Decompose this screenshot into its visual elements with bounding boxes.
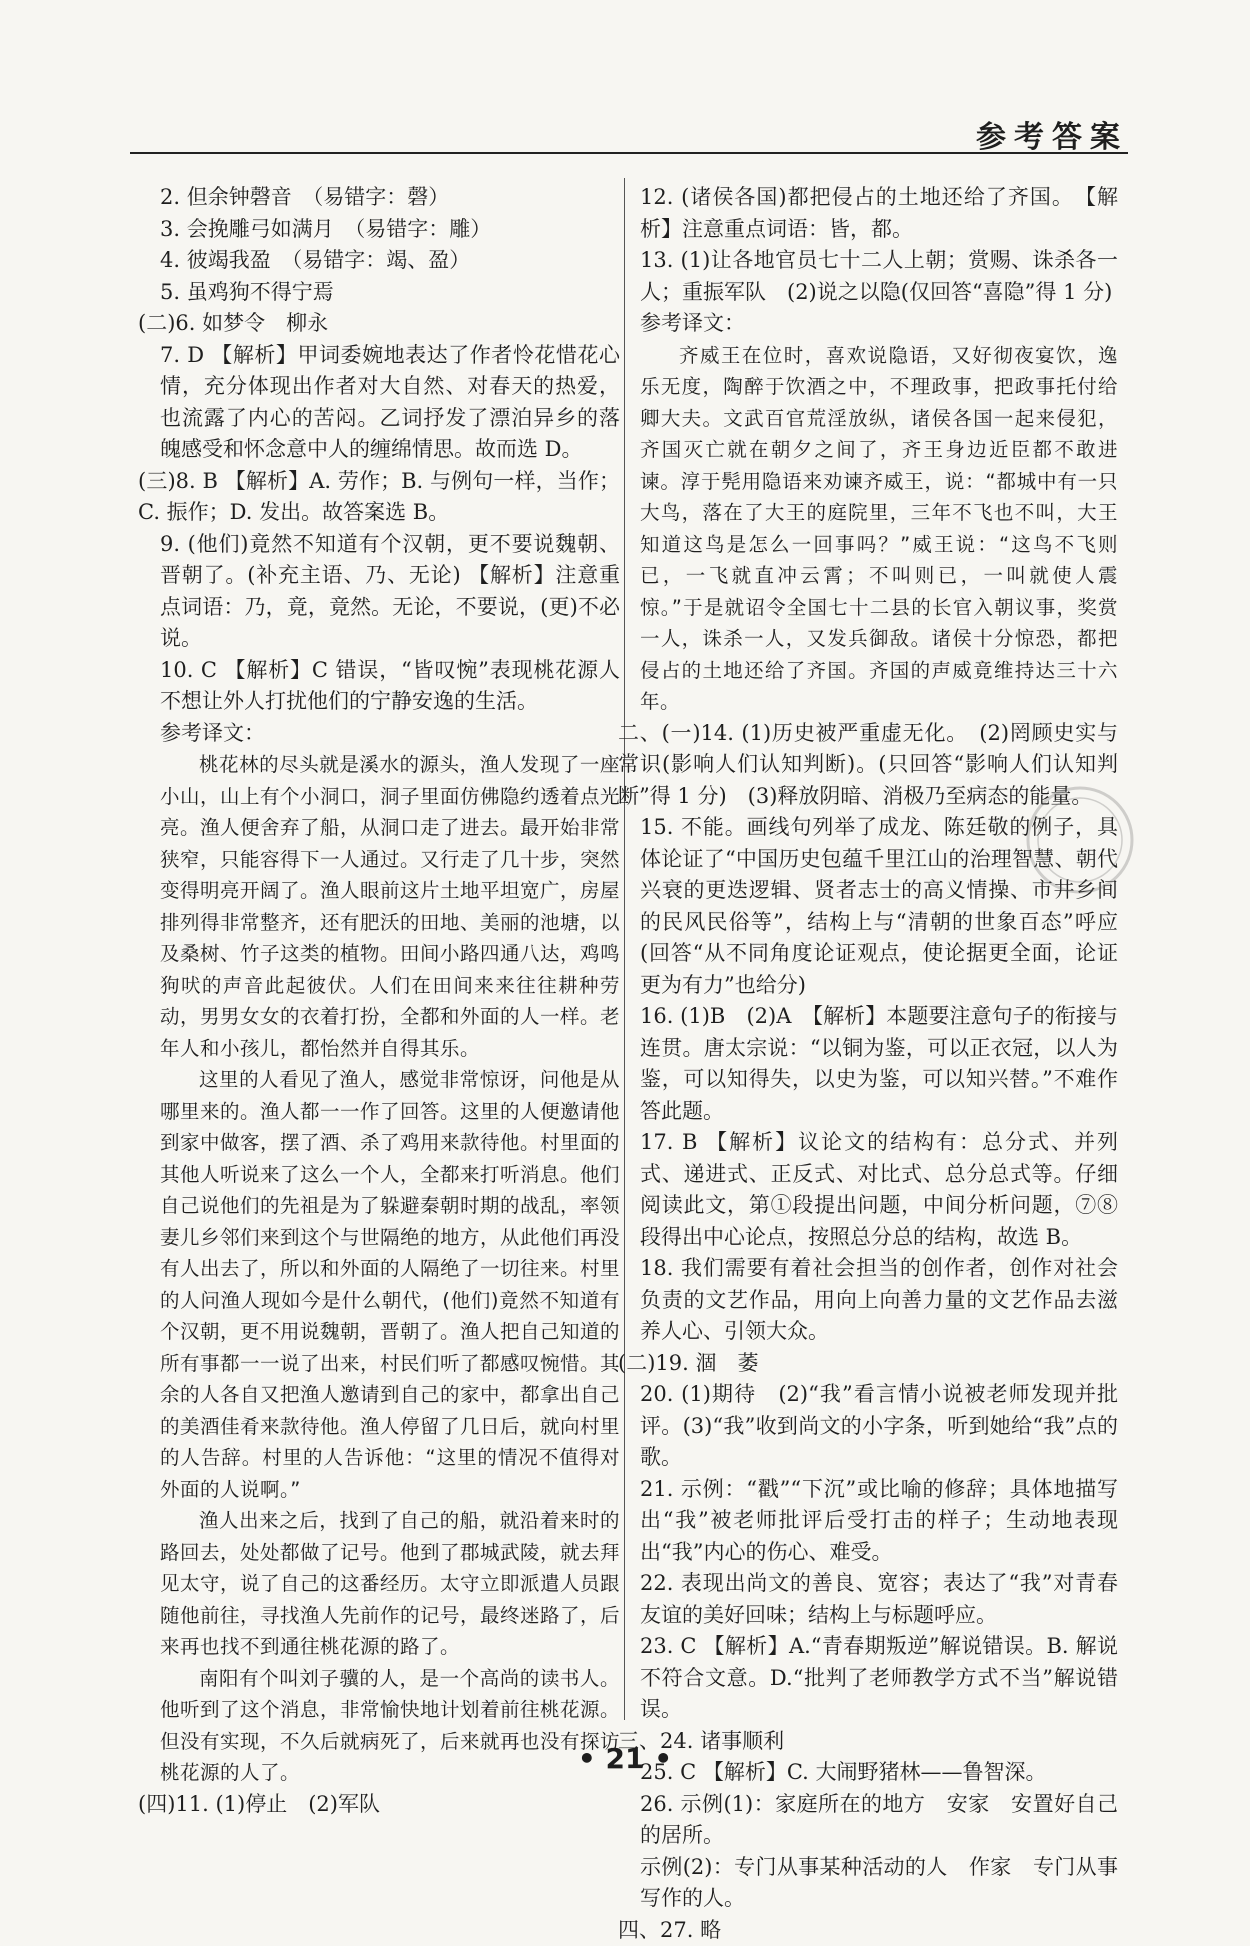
answer-item: 18. 我们需要有着社会担当的创作者，创作对社会负责的文艺作品，用向上向善力量的文艺作品去滋养人心、引领大众。 bbox=[640, 1253, 1118, 1348]
answer-item: (二)6. 如梦令 柳永 bbox=[138, 308, 620, 340]
translation-paragraph: 渔人出来之后，找到了自己的船，就沿着来时的路回去，处处都做了记号。他到了郡城武陵，就去拜见太守，说了自己的这番经历。太守立即派遣人员跟随他前往，寻找渔人先前作的记号，最终迷路了，后来再也找不到通往桃花源的路了。 bbox=[160, 1505, 620, 1663]
column-divider bbox=[624, 178, 625, 1720]
answer-item: 26. 示例(1)：家庭所在的地方 安家 安置好自己的居所。 bbox=[640, 1789, 1118, 1852]
left-column bbox=[160, 182, 620, 1820]
answer-item: 15. 不能。画线句列举了成龙、陈廷敬的例子，具体论证了“中国历史包蕴千里江山的治理智慧、朝代兴衰的更迭逻辑、贤者志士的高义情操、市井乡间的民风民俗等”，结构上与“清朝的世象百态”呼应(回答“从不同角度论证观点，使论据更全面，论证更为有力”也给分) bbox=[640, 812, 1118, 1001]
answer-item: 9. (他们)竟然不知道有个汉朝，更不要说魏朝、晋朝了。(补充主语、乃、无论) 【解析】注意重点词语：乃，竟，竟然。无论，不要说，(更)不必说。 bbox=[160, 529, 620, 655]
answer-item: 参考译文： bbox=[160, 718, 620, 750]
answer-item: 3. 会挽雕弓如满月 （易错字：雕） bbox=[160, 214, 620, 246]
translation-paragraph: 这里的人看见了渔人，感觉非常惊讶，问他是从哪里来的。渔人都一一作了回答。这里的人便邀请他到家中做客，摆了酒、杀了鸡用来款待他。村里面的其他人听说来了这么一个人，全都来打听消息。他们自己说他们的先祖是为了躲避秦朝时期的战乱，率领妻儿乡邻们来到这个与世隔绝的地方，从此他们再没有人出去了，所以和外面的人隔绝了一切往来。村里的人问渔人现如今是什么朝代，(他们)竟然不知道有个汉朝，更不用说魏朝，晋朝了。渔人把自己知道的所有事都一一说了出来，村民们听了都感叹惋惜。其余的人各自又把渔人邀请到自己的家中，都拿出自己的美酒佳肴来款待他。渔人停留了几日后，就向村里的人告辞。村里的人告诉他：“这里的情况不值得对外面的人说啊。” bbox=[160, 1064, 620, 1505]
answer-item: (二)19. 涸 萎 bbox=[618, 1348, 1118, 1380]
header-rule bbox=[130, 152, 1128, 154]
answer-item: 20. (1)期待 (2)“我”看言情小说被老师发现并批评。(3)“我”收到尚文的小字条，听到她给“我”点的歌。 bbox=[640, 1379, 1118, 1474]
answer-item: 4. 彼竭我盈 （易错字：竭、盈） bbox=[160, 245, 620, 277]
right-column bbox=[640, 182, 1118, 1946]
translation-paragraph: 齐威王在位时，喜欢说隐语，又好彻夜宴饮，逸乐无度，陶醉于饮酒之中，不理政事，把政事托付给卿大夫。文武百官荒淫放纵，诸侯各国一起来侵犯，齐国灭亡就在朝夕之间了，齐王身边近臣都不敢进谏。淳于髡用隐语来劝谏齐威王，说：“都城中有一只大鸟，落在了大王的庭院里，三年不飞也不叫，大王知道这鸟是怎么一回事吗？”威王说：“这鸟不飞则已，一飞就直冲云霄；不叫则已，一叫就使人震惊。”于是就诏令全国七十二县的长官入朝议事，奖赏一人，诛杀一人，又发兵御敌。诸侯十分惊恐，都把侵占的土地还给了齐国。齐国的声威竟维持达三十六年。 bbox=[640, 340, 1118, 718]
answer-item: (四)11. (1)停止 (2)军队 bbox=[138, 1789, 620, 1821]
answer-item: (三)8. B 【解析】A. 劳作；B. 与例句一样，当作；C. 振作；D. 发出。故答案选 B。 bbox=[138, 466, 620, 529]
answer-item: 21. 示例：“戳”“下沉”或比喻的修辞；具体地描写出“我”被老师批评后受打击的样子；生动地表现出“我”内心的伤心、难受。 bbox=[640, 1474, 1118, 1569]
answer-item: 23. C 【解析】A.“青春期叛逆”解说错误。B. 解说不符合文意。D.“批判了老师教学方式不当”解说错误。 bbox=[640, 1631, 1118, 1726]
answer-item: 5. 虽鸡狗不得宁焉 bbox=[160, 277, 620, 309]
answer-item: 参考译文： bbox=[640, 308, 1118, 340]
answer-item: 17. B 【解析】议论文的结构有：总分式、并列式、递进式、正反式、对比式、总分总式等。仔细阅读此文，第①段提出问题，中间分析问题，⑦⑧段得出中心论点，按照总分总的结构，故选 B。 bbox=[640, 1127, 1118, 1253]
translation-paragraph: 桃花林的尽头就是溪水的源头，渔人发现了一座小山，山上有个小洞口，洞子里面仿佛隐约透着点光亮。渔人便舍弃了船，从洞口走了进去。最开始非常狭窄，只能容得下一人通过。又行走了几十步，突然变得明亮开阔了。渔人眼前这片土地平坦宽广，房屋排列得非常整齐，还有肥沃的田地、美丽的池塘，以及桑树、竹子这类的植物。田间小路四通八达，鸡鸣狗吠的声音此起彼伏。人们在田间来来往往耕种劳动，男男女女的衣着打扮，全都和外面的人一样。老年人和小孩儿，都怡然并自得其乐。 bbox=[160, 749, 620, 1064]
answer-item: 22. 表现出尚文的善良、宽容；表达了“我”对青春友谊的美好回味；结构上与标题呼应。 bbox=[640, 1568, 1118, 1631]
answer-item: 13. (1)让各地官员七十二人上朝；赏赐、诛杀各一人；重振军队 (2)说之以隐(仅回答“喜隐”得 1 分) bbox=[640, 245, 1118, 308]
translation-paragraph: 南阳有个叫刘子骥的人，是一个高尚的读书人。他听到了这个消息，非常愉快地计划着前往桃花源。但没有实现，不久后就病死了，后来就再也没有探访桃花源的人了。 bbox=[160, 1663, 620, 1789]
answer-item: 示例(2)：专门从事某种活动的人 作家 专门从事写作的人。 bbox=[640, 1852, 1118, 1915]
page-header-title: 参考答案 bbox=[976, 112, 1128, 156]
answer-item: 16. (1)B (2)A 【解析】本题要注意句子的衔接与连贯。唐太宗说：“以铜为鉴，可以正衣冠，以人为鉴，可以知得失，以史为鉴，可以知兴替。”不难作答此题。 bbox=[640, 1001, 1118, 1127]
answer-item: 四、27. 略 bbox=[618, 1915, 1118, 1946]
seal-stamp-icon bbox=[1020, 780, 1140, 900]
answer-item: 2. 但余钟磬音 （易错字：磬） bbox=[160, 182, 620, 214]
answer-item: 25. C 【解析】C. 大闹野猪林——鲁智深。 bbox=[640, 1757, 1118, 1789]
answer-item: 12. (诸侯各国)都把侵占的土地还给了齐国。 【解析】注意重点词语：皆，都。 bbox=[640, 182, 1118, 245]
answer-item: 三、24. 诸事顺利 bbox=[618, 1726, 1118, 1758]
page-number: • 21 • bbox=[0, 1742, 1250, 1775]
answer-item: 二、(一)14. (1)历史被严重虚无化。 (2)罔顾史实与常识(影响人们认知判断)。(只回答“影响人们认知判断”得 1 分) (3)释放阴暗、消极乃至病态的能量。 bbox=[618, 718, 1118, 813]
answer-item: 10. C 【解析】C 错误，“皆叹惋”表现桃花源人不想让外人打扰他们的宁静安逸的生活。 bbox=[160, 655, 620, 718]
answer-item: 7. D 【解析】甲词委婉地表达了作者怜花惜花心情，充分体现出作者对大自然、对春天的热爱，也流露了内心的苦闷。乙词抒发了漂泊异乡的落魄感受和怀念意中人的缠绵情思。故而选 D。 bbox=[160, 340, 620, 466]
